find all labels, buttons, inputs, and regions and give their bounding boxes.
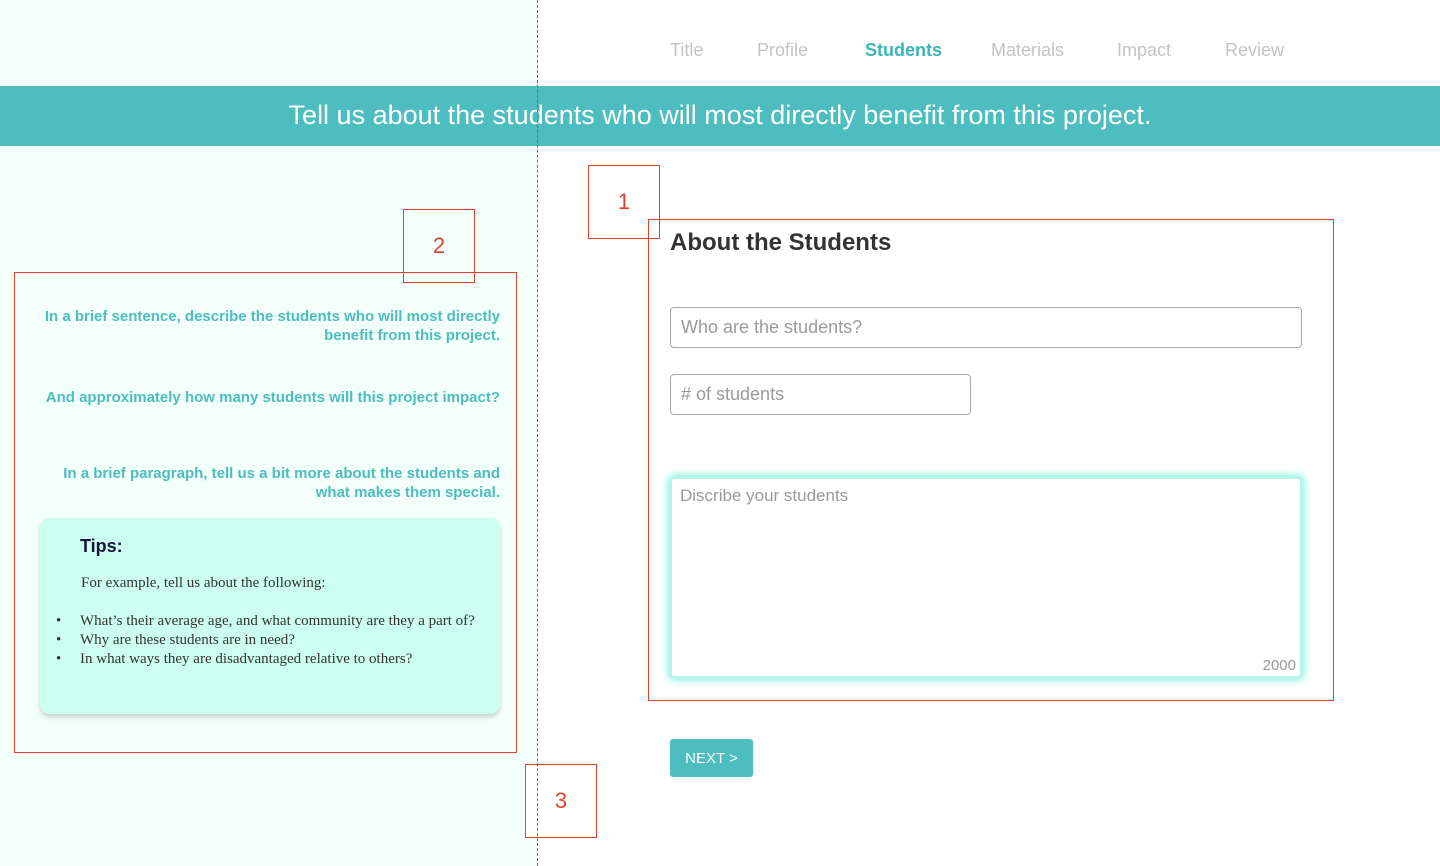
column-divider xyxy=(537,0,538,866)
next-button[interactable]: NEXT > xyxy=(670,739,753,777)
annotation-label-3: 3 xyxy=(525,764,597,838)
annotation-label-2: 2 xyxy=(403,209,475,283)
tips-list-item: • What’s their average age, and what community are they a part of? xyxy=(80,612,490,631)
tips-card xyxy=(40,518,500,714)
help-question-students: In a brief sentence, describe the students who will most directly benefit from this project. xyxy=(44,308,500,344)
tips-list-item: • Why are these students are in need? xyxy=(80,631,490,650)
tips-title: Tips: xyxy=(80,536,123,556)
help-question-count: And approximately how many students will this project impact? xyxy=(45,389,500,406)
nav-item-review[interactable]: Review xyxy=(1225,40,1285,60)
help-question-description: In a brief paragraph, tell us a bit more about the students and what makes them special. xyxy=(63,465,500,501)
tips-list xyxy=(80,612,490,669)
form-title: About the Students xyxy=(670,229,892,256)
page-banner: Tell us about the students who will most directly benefit from this project. xyxy=(0,86,1440,146)
step-navigation xyxy=(0,40,1440,68)
describe-students-field xyxy=(670,477,1302,678)
nav-item-title[interactable]: Title xyxy=(670,40,704,60)
nav-item-students[interactable]: Students xyxy=(865,40,943,60)
tips-list-item: • In what ways they are disadvantaged relative to others? xyxy=(80,650,490,669)
char-limit-counter: 2000 xyxy=(1262,657,1296,674)
nav-item-impact[interactable]: Impact xyxy=(1117,40,1172,60)
tips-intro: For example, tell us about the following: xyxy=(81,575,326,591)
who-are-students-input[interactable] xyxy=(670,307,1302,348)
nav-item-profile[interactable]: Profile xyxy=(757,40,809,60)
annotation-label-1: 1 xyxy=(588,165,660,239)
nav-item-materials[interactable]: Materials xyxy=(991,40,1065,60)
describe-students-textarea[interactable] xyxy=(672,479,1300,676)
student-count-input[interactable] xyxy=(670,374,971,415)
